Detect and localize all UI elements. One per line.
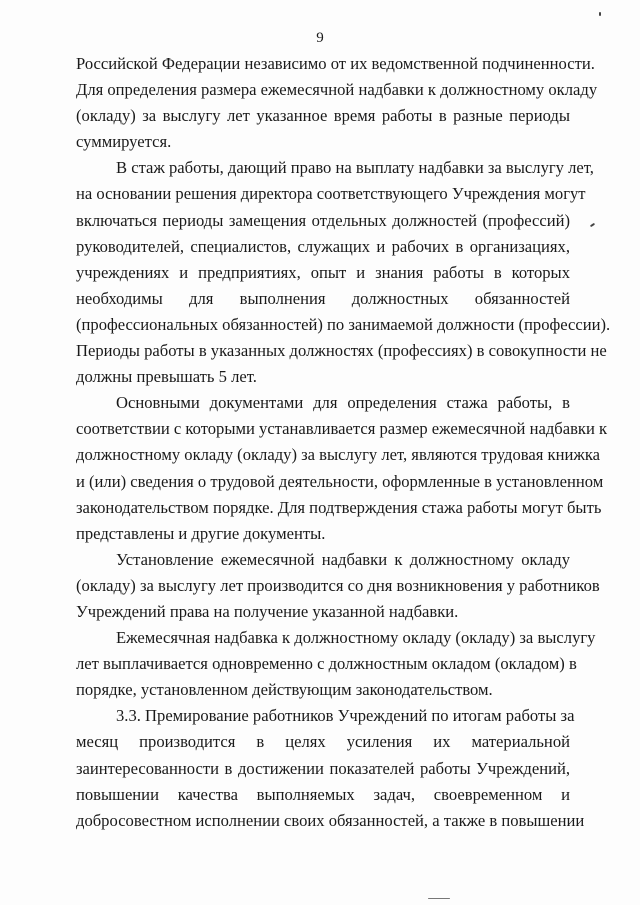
page-number: 9 [316, 30, 324, 46]
text-line: Российской Федерации независимо от их ведомственной подчиненности. [76, 54, 595, 73]
text-line: должностному окладу (окладу) за выслугу лет, являются трудовая книжка [76, 445, 600, 465]
text-line: В стаж работы, дающий право на выплату надбавки за выслугу лет, [116, 158, 594, 178]
scan-artifact-bottom [428, 898, 450, 899]
text-line: Для определения размера ежемесячной надбавки к должностному окладу [76, 80, 598, 100]
text-line: заинтересованности в достижении показателей работы Учреждений, [76, 758, 570, 778]
text-line: суммируется. [76, 132, 172, 152]
text-line: Учреждений права на получение указанной надбавки. [76, 601, 459, 621]
text-line: Основными документами для определения стажа работы, в [116, 393, 570, 413]
text-line: руководителей, специалистов, служащих и рабочих в организациях, [76, 236, 570, 256]
text-line: (окладу) за выслугу лет указанное время работы в разные периоды [76, 106, 570, 126]
text-line: на основании решения директора соответствующего Учреждения могут [76, 184, 586, 204]
scan-artifact-right-margin [590, 223, 595, 228]
text-line: Ежемесячная надбавка к должностному окладу (окладу) за выслугу [116, 628, 596, 648]
text-line: законодательством порядке. Для подтверждения стажа работы могут быть [76, 497, 602, 517]
text-line: лет выплачивается одновременно с должностным окладом (окладом) в [76, 654, 577, 674]
text-line: добросовестном исполнении своих обязанностей, а также в повышении [76, 810, 585, 830]
text-line: 3.3. Премирование работников Учреждений по итогам работы за [116, 706, 575, 726]
text-line: Установление ежемесячной надбавки к должностному окладу [116, 549, 570, 569]
scan-artifact-top-right [599, 12, 601, 16]
text-line: включаться периоды замещения отдельных должностей (профессий) [76, 210, 570, 230]
text-line: порядке, установленном действующим законодательством. [76, 680, 493, 700]
document-body [76, 51, 611, 834]
text-line: (окладу) за выслугу лет производится со дня возникновения у работников [76, 575, 600, 595]
text-line: должны превышать 5 лет. [76, 367, 257, 387]
text-line: повышении качества выполняемых задач, своевременном и [76, 784, 570, 804]
text-line: необходимы для выполнения должностных обязанностей [76, 288, 570, 308]
text-line: учреждениях и предприятиях, опыт и знания работы в которых [76, 262, 570, 282]
text-line: соответствии с которыми устанавливается размер ежемесячной надбавки к [76, 419, 608, 439]
text-line: Периоды работы в указанных должностях (профессиях) в совокупности не [76, 341, 607, 361]
text-line: (профессиональных обязанностей) по занимаемой должности (профессии). [76, 314, 611, 334]
text-line: месяц производится в целях усиления их материальной [76, 732, 570, 752]
text-line: и (или) сведения о трудовой деятельности, оформленные в установленном [76, 471, 604, 491]
text-line: представлены и другие документы. [76, 523, 326, 543]
